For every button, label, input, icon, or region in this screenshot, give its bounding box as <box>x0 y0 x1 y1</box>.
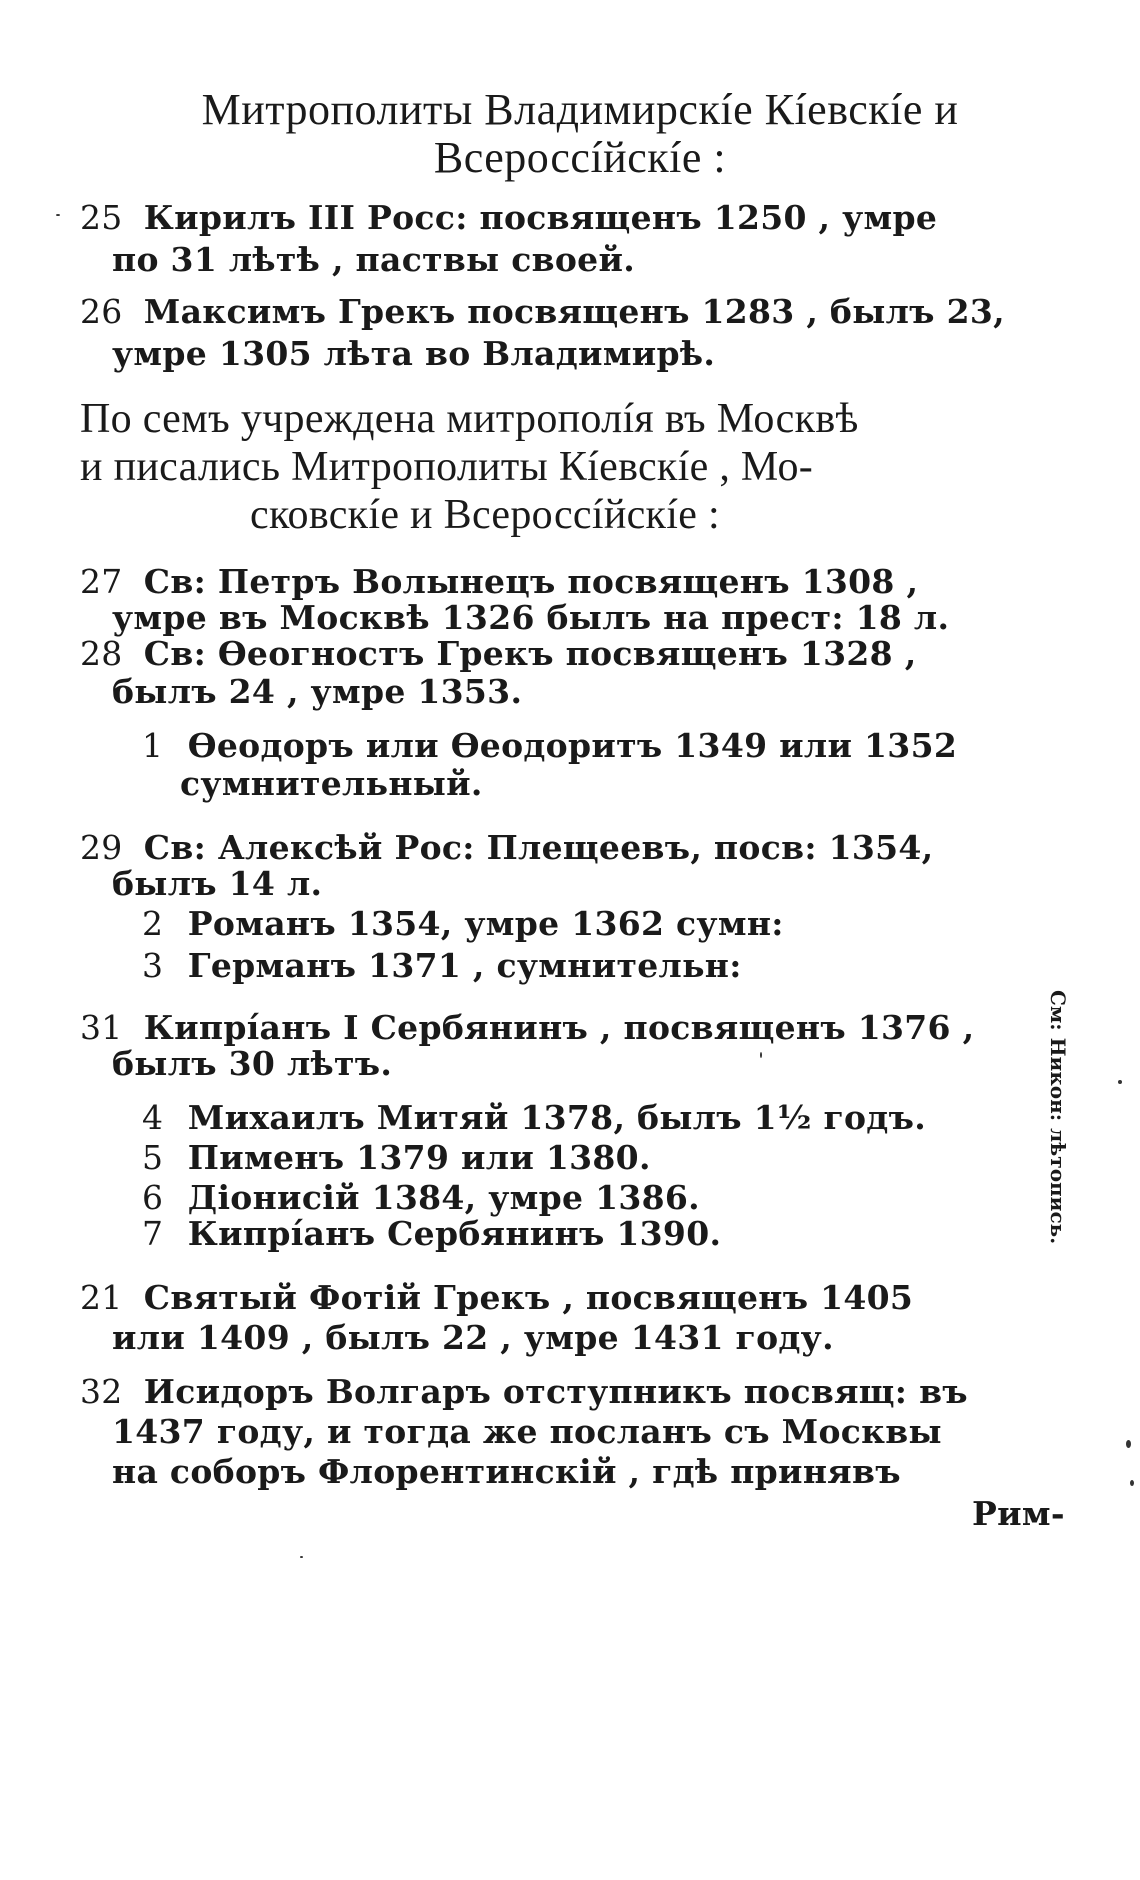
entry-26-line-1 <box>80 290 1005 334</box>
entry-number: 6 <box>142 1178 164 1217</box>
heading-line-1: Митрополиты Владимирскíе Кíевскíе и <box>201 85 959 134</box>
print-speck <box>1126 1440 1131 1448</box>
entry-text: Пименъ 1379 или 1380. <box>187 1138 651 1177</box>
print-speck <box>300 1556 303 1558</box>
entry-number: 5 <box>142 1138 164 1177</box>
entry-21-line-2: или 1409 , былъ 22 , умре 1431 году. <box>112 1318 834 1357</box>
interlude-line-2: и писались Митрополиты Кíевскíе , Мо- <box>80 444 814 490</box>
sub-entry-4 <box>142 1096 926 1140</box>
entry-text: Исидоръ Волгаръ отступникъ посвящ: въ <box>143 1372 968 1411</box>
entry-number: 29 <box>80 828 123 867</box>
marginal-note: См: Никон: лѣтопись. <box>1046 990 1070 1245</box>
entry-26-line-2: умре 1305 лѣта во Владимирѣ. <box>112 334 716 373</box>
entry-text: Кирилъ III Росс: посвященъ 1250 , умре <box>143 198 938 237</box>
entry-text: Св: Ѳеогностъ Грекъ посвященъ 1328 , <box>143 634 917 673</box>
entry-number: 28 <box>80 634 123 673</box>
entry-number: 3 <box>142 946 164 985</box>
entry-text: Св: Петръ Волынецъ посвященъ 1308 , <box>143 562 919 601</box>
entry-32-line-2: 1437 году, и тогда же посланъ съ Москвы <box>112 1412 942 1451</box>
entry-28-line-2: былъ 24 , умре 1353. <box>112 672 523 711</box>
entry-32-line-1 <box>80 1370 968 1414</box>
entry-number: 27 <box>80 562 123 601</box>
entry-29-line-2: былъ 14 л. <box>112 864 323 903</box>
entry-25-line-2: по 31 лѣтѣ , паствы своей. <box>112 240 636 279</box>
entry-number: 1 <box>142 726 164 765</box>
sub-entry-7 <box>142 1212 721 1256</box>
entry-number: 4 <box>142 1098 164 1137</box>
entry-25-line-1 <box>80 196 937 240</box>
entry-number: 21 <box>80 1278 123 1317</box>
entry-text: Кипрíанъ Сербянинъ 1390. <box>187 1214 722 1253</box>
sub-entry-3 <box>142 944 742 988</box>
entry-text: Ѳеодоръ или Ѳеодоритъ 1349 или 1352 <box>187 726 958 765</box>
sub-entry-1-line-2: сумнительный. <box>180 764 483 803</box>
entry-number: 2 <box>142 904 164 943</box>
entry-number: 25 <box>80 198 123 237</box>
entry-text: Святый Фотiй Грекъ , посвященъ 1405 <box>143 1278 914 1317</box>
entry-text: Св: Алексѣй Рос: Плещеевъ, посв: 1354, <box>143 828 934 867</box>
sub-entry-5 <box>142 1136 651 1180</box>
entry-21-line-1 <box>80 1276 913 1320</box>
entry-27-line-2: умре въ Москвѣ 1326 былъ на прест: 18 л. <box>112 598 950 637</box>
catchword: Рим- <box>972 1494 1065 1533</box>
entry-number: 7 <box>142 1214 164 1253</box>
entry-number: 32 <box>80 1372 123 1411</box>
entry-text: Романъ 1354, умре 1362 сумн: <box>187 904 784 943</box>
entry-32-line-3: на соборъ Флорентинскiй , гдѣ принявъ <box>112 1452 901 1491</box>
interlude-line-3: сковскíе и Всероссíйскíе : <box>250 492 720 538</box>
entry-text: Кипрíанъ I Сербянинъ , посвященъ 1376 , <box>143 1008 975 1047</box>
entry-text: Германъ 1371 , сумнительн: <box>187 946 742 985</box>
sub-entry-2 <box>142 902 784 946</box>
entry-text: Максимъ Грекъ посвященъ 1283 , былъ 23, <box>143 292 1005 331</box>
print-speck <box>760 1052 762 1058</box>
interlude-line-1: По семъ учреждена митрополíя въ Москвѣ <box>80 396 859 442</box>
print-speck <box>56 214 60 216</box>
entry-31-line-2: былъ 30 лѣтъ. <box>112 1044 393 1083</box>
entry-text: Михаилъ Митяй 1378, былъ 1½ годъ. <box>187 1098 926 1137</box>
entry-text: Дiонисiй 1384, умре 1386. <box>187 1178 700 1217</box>
print-speck <box>1118 1080 1122 1084</box>
entry-number: 26 <box>80 292 123 331</box>
heading-line-2: Всероссíйскíе : <box>433 133 727 182</box>
print-speck <box>1130 1480 1134 1486</box>
entry-number: 31 <box>80 1008 123 1047</box>
